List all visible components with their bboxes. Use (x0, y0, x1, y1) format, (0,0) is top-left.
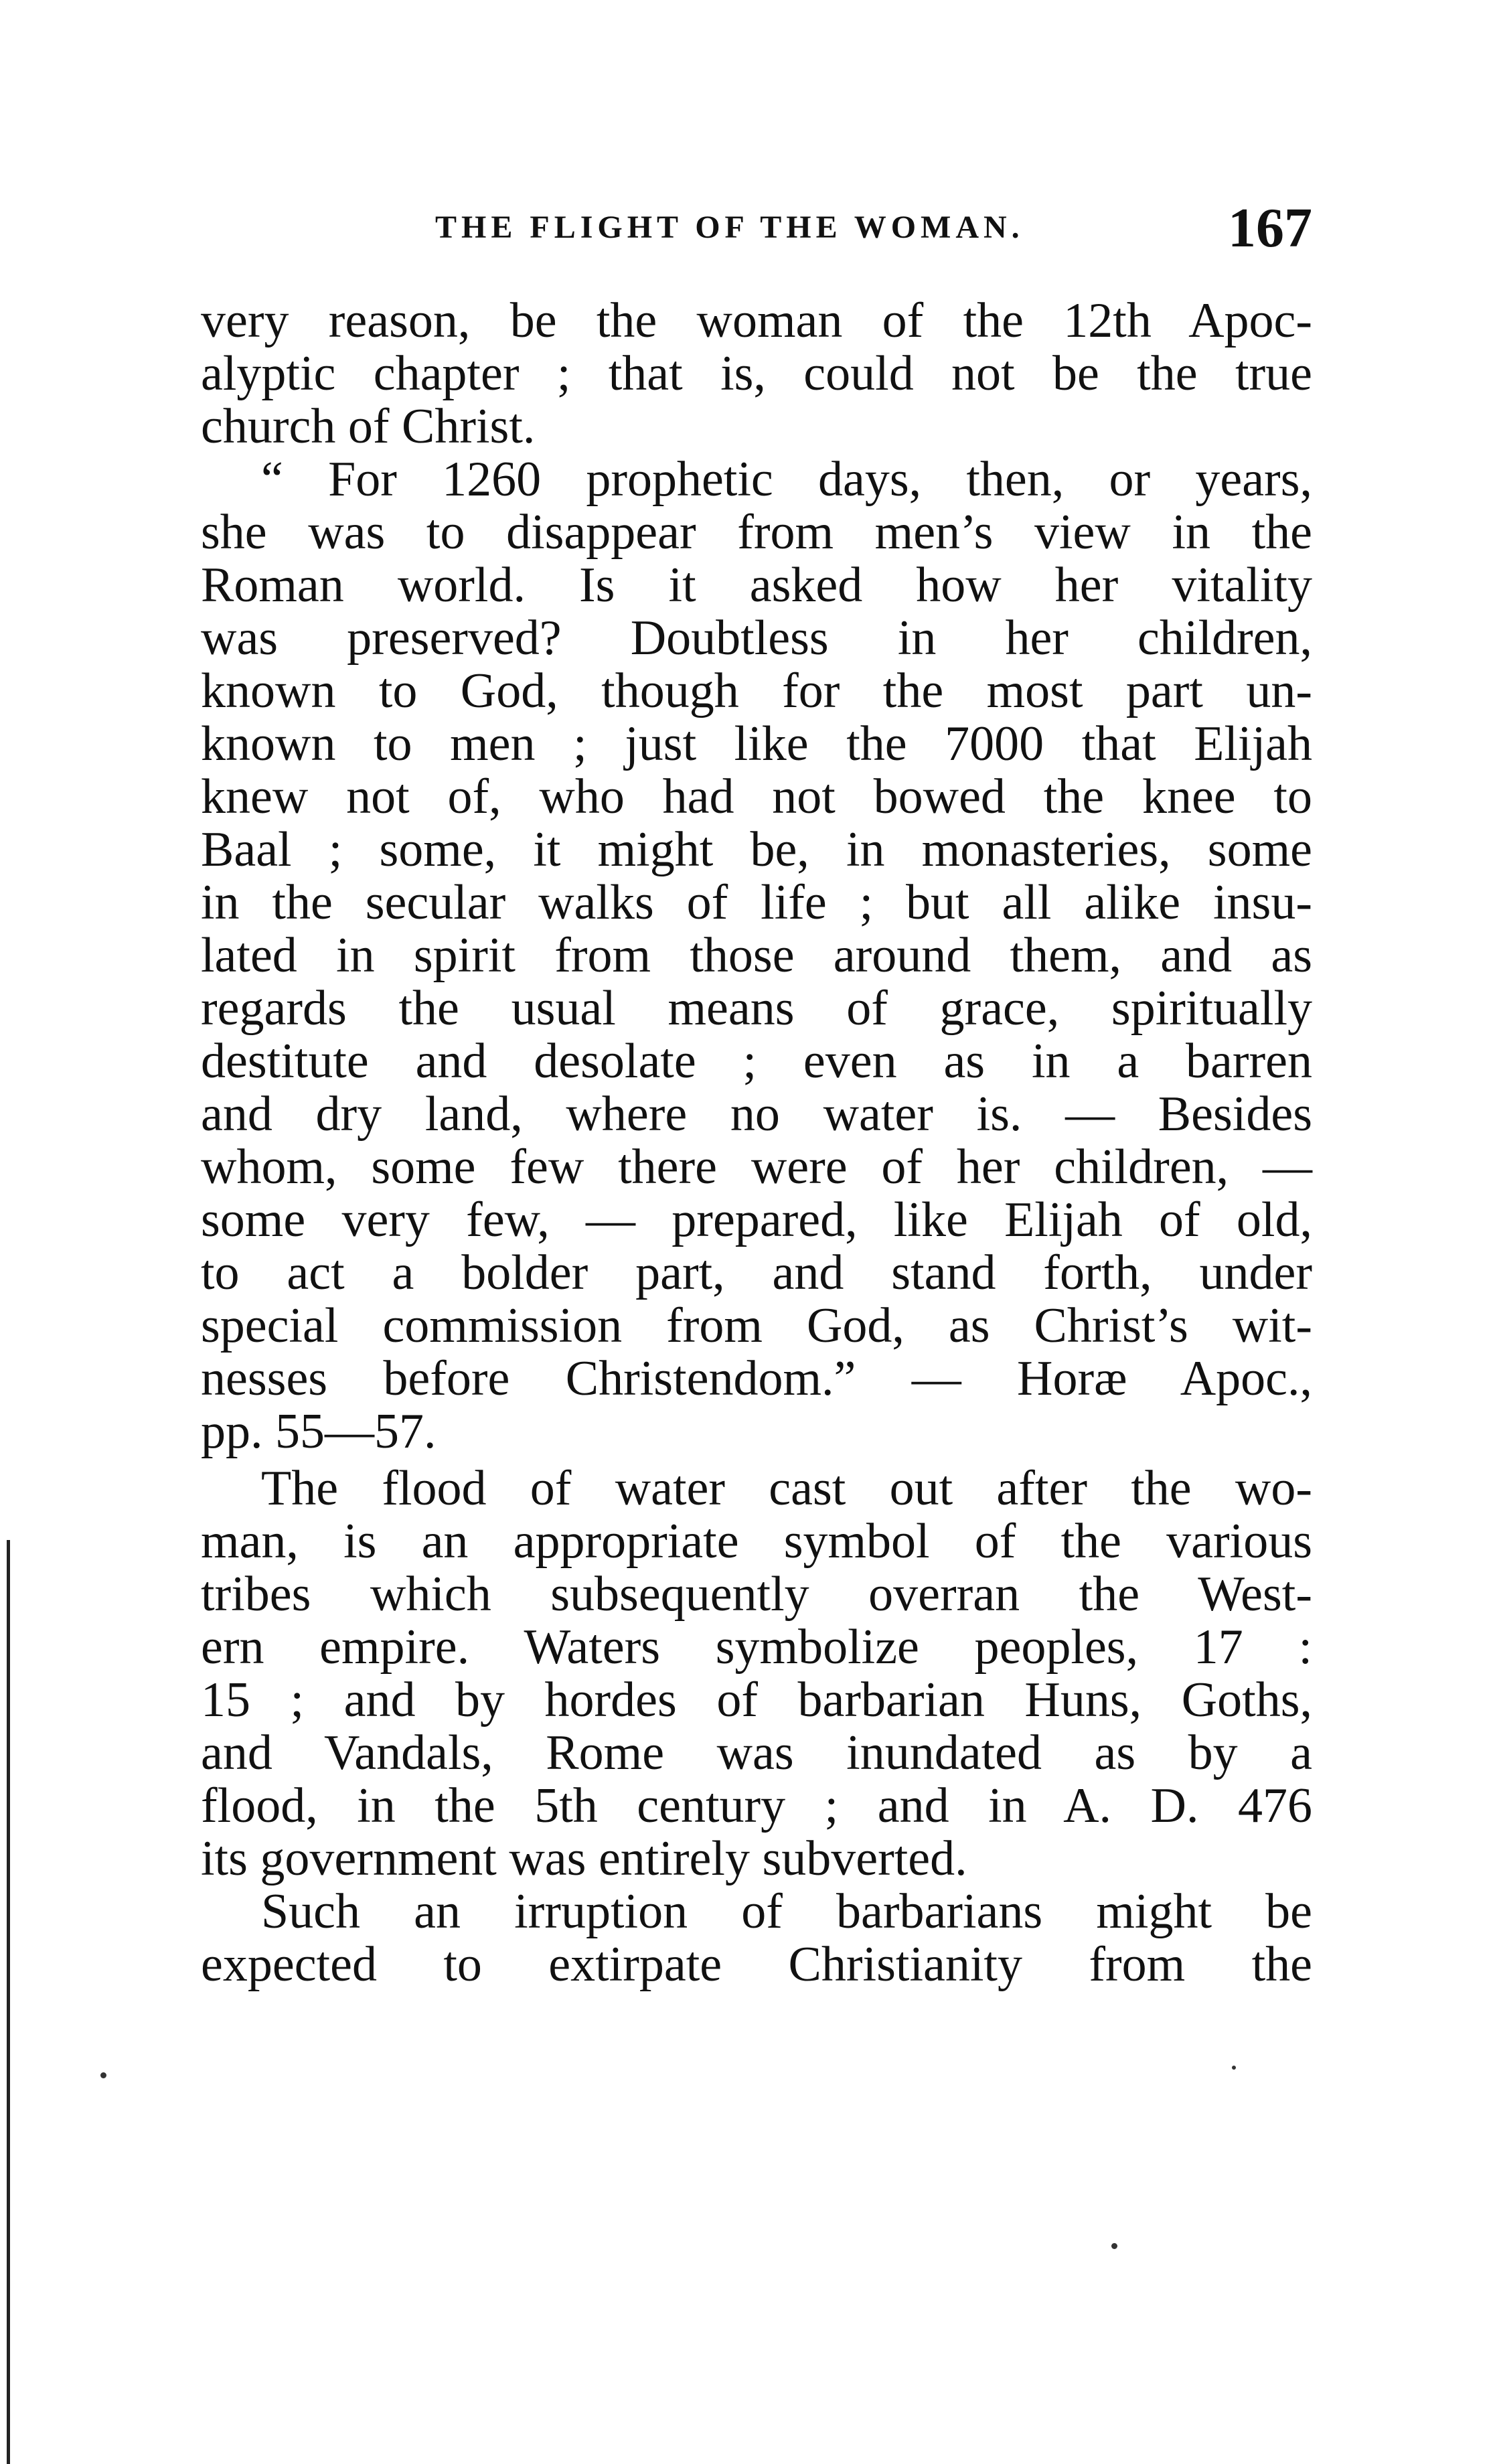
scan-speck (1232, 2066, 1236, 2070)
text-line: known to God, though for the most part un- (201, 664, 1312, 718)
text-line: alyptic chapter ; that is, could not be the true (201, 346, 1312, 401)
text-line: The flood of water cast out after the wo- (261, 1461, 1312, 1516)
text-line: known to men ; just like the 7000 that Elijah (201, 716, 1312, 771)
text-line: regards the usual means of grace, spiritually (201, 981, 1312, 1036)
text-line: knew not of, who had not bowed the knee to (201, 769, 1312, 824)
text-line: she was to disappear from men’s view in the (201, 505, 1312, 560)
text-line: lated in spirit from those around them, and as (201, 928, 1312, 983)
scan-speck (1111, 2243, 1117, 2249)
text-line: expected to extirpate Christianity from the (201, 1937, 1312, 1992)
running-title: THE FLIGHT OF THE WOMAN. (435, 210, 1024, 245)
text-line: its government was entirely subverted. (201, 1831, 967, 1886)
page-number: 167 (1228, 197, 1312, 259)
text-line: Roman world. Is it asked how her vitality (201, 558, 1312, 613)
text-line: “ For 1260 prophetic days, then, or years, (261, 452, 1312, 507)
text-line: ern empire. Waters symbolize peoples, 17 : (201, 1620, 1312, 1675)
text-line: to act a bolder part, and stand forth, under (201, 1245, 1312, 1300)
text-line: Baal ; some, it might be, in monasteries, some (201, 822, 1312, 877)
running-head (201, 194, 1312, 268)
text-line: pp. 55—57. (201, 1404, 437, 1459)
text-line: some very few, — prepared, like Elijah of old, (201, 1192, 1312, 1247)
text-line: and Vandals, Rome was inundated as by a (201, 1725, 1312, 1780)
body-text (201, 295, 1312, 1991)
text-line: 15 ; and by hordes of barbarian Huns, Goths, (201, 1673, 1312, 1727)
text-line: tribes which subsequently overran the West- (201, 1567, 1312, 1622)
text-line: church of Christ. (201, 399, 536, 454)
text-line: and dry land, where no water is. — Besides (201, 1087, 1312, 1142)
text-line: whom, some few there were of her children, — (201, 1140, 1312, 1195)
text-line: special commission from God, as Christ’s wit- (201, 1298, 1312, 1353)
scan-edge-line (7, 1540, 10, 2464)
text-line: destitute and desolate ; even as in a barren (201, 1034, 1312, 1089)
text-line: Such an irruption of barbarians might be (261, 1884, 1312, 1939)
text-line: man, is an appropriate symbol of the various (201, 1514, 1312, 1569)
text-line: in the secular walks of life ; but all alike insu- (201, 875, 1312, 930)
text-line: very reason, be the woman of the 12th Apoc- (201, 293, 1312, 348)
text-line: flood, in the 5th century ; and in A. D. 476 (201, 1778, 1312, 1833)
scan-speck (100, 2072, 106, 2078)
text-line: nesses before Christendom.” — Horæ Apoc., (201, 1351, 1312, 1406)
text-line: was preserved? Doubtless in her children, (201, 611, 1312, 666)
